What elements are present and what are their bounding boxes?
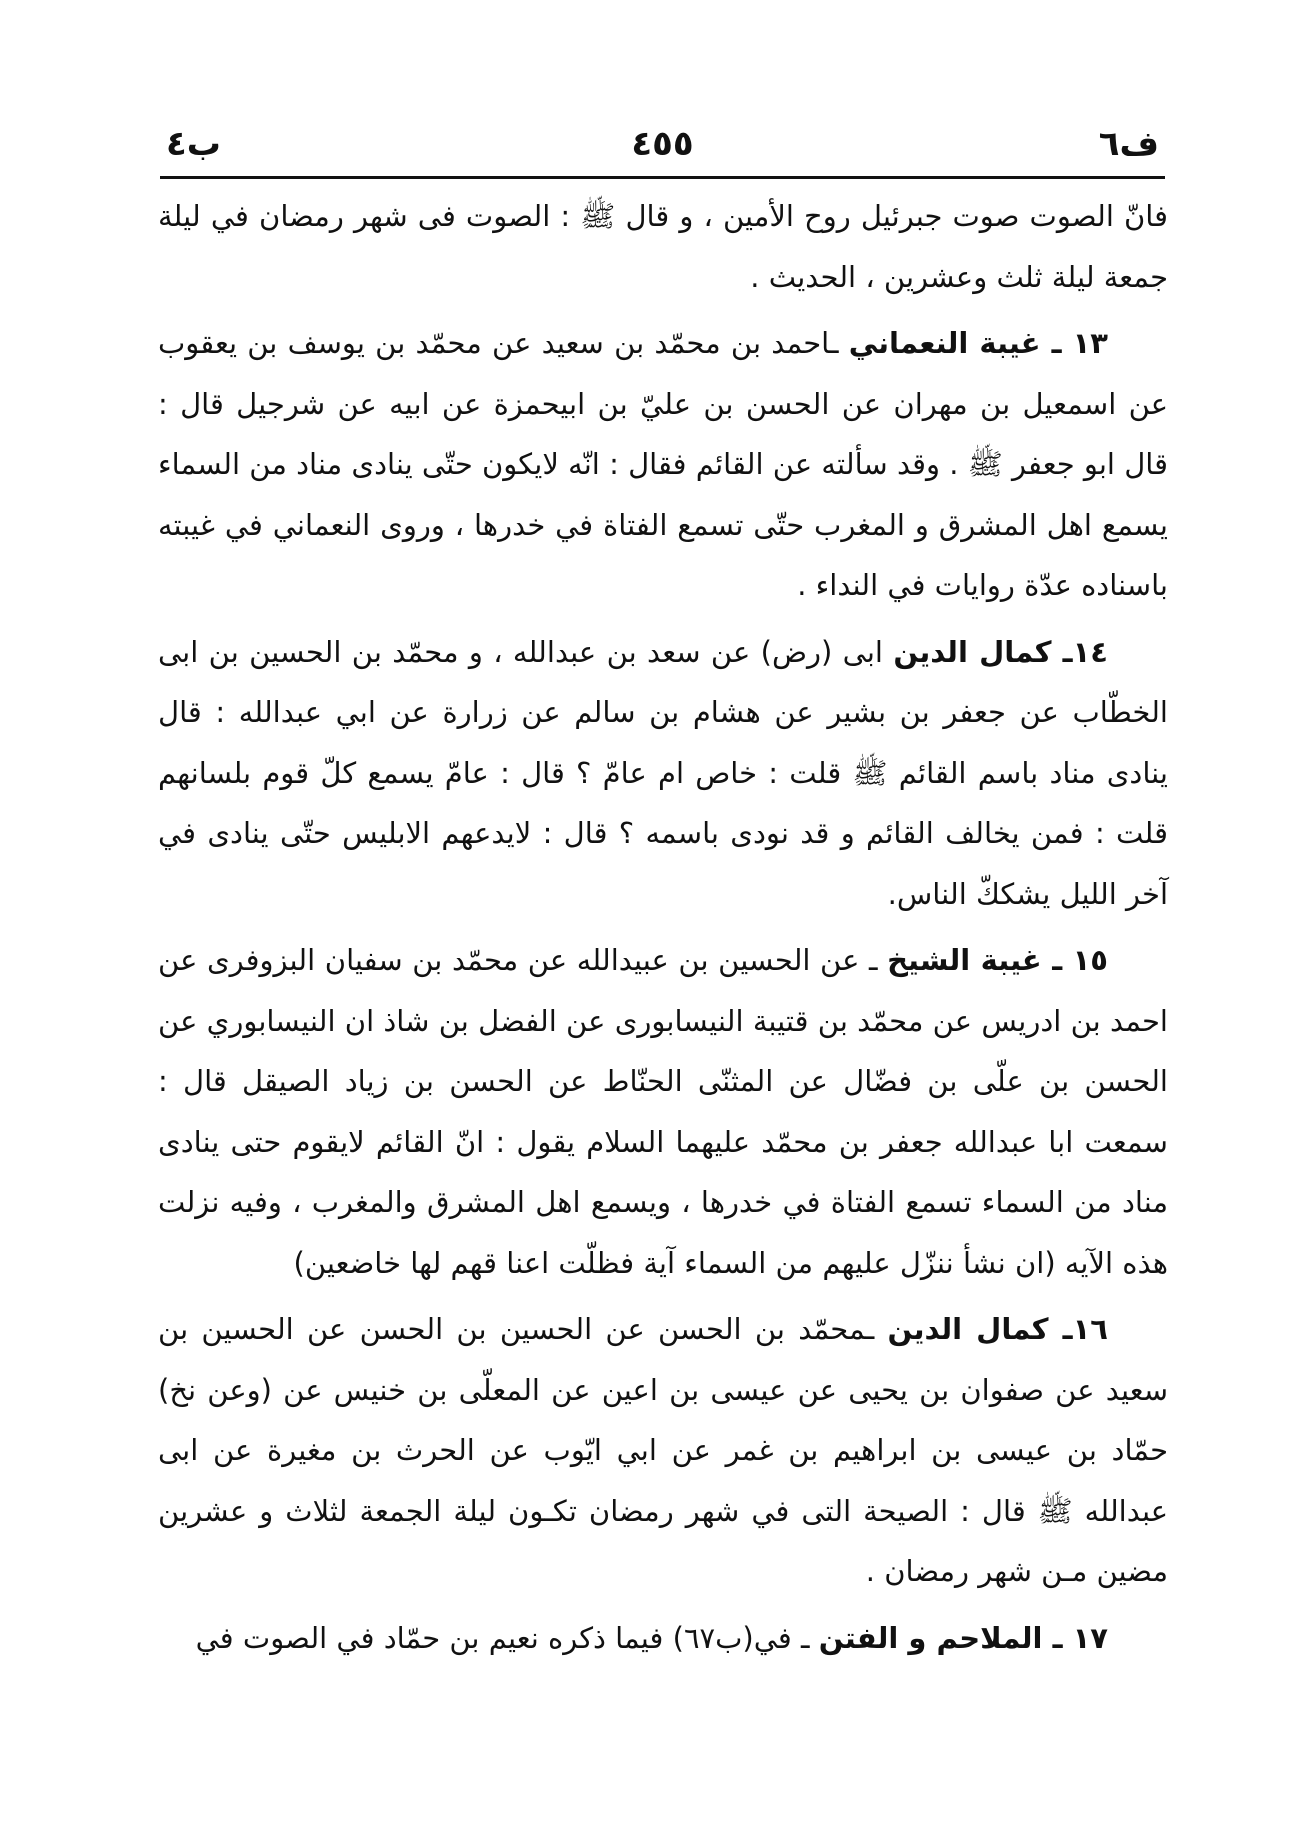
paragraph-source: ١٤ـ كمال الدين: [893, 634, 1108, 669]
header-left-ref: ب٤: [166, 124, 221, 164]
page-body: [158, 186, 1168, 1674]
page-header: [160, 118, 1165, 176]
paragraph-text: ـ عن الحسين بن عبيدالله عن محمّد بن سفيان البزوفرى عن احمد بن ادريس عن محمّد بن قتيبة النيسابورى عن الفضل بن شاذ ان النيسابوري عن الحسن بن علّى بن فضّال عن المثنّى الحنّاط عن الحسن بن زياد الصيقل قال : سمعت ابا عبدالله جعفر بن محمّد عليهما السلام يقول : انّ القائم لايقوم حتى ينادى مناد من السماء تسمع الفتاة في خدرها ، ويسمع اهل المشرق والمغرب ، وفيه نزلت هذه الآيه (ان نشأ ننزّل عليهم من السماء آية فظلّت اعنا قهم لها خاضعين): [158, 943, 1168, 1280]
header-right-ref: ف٦: [1098, 124, 1159, 164]
paragraph-13: [158, 313, 1168, 616]
paragraph-16: [158, 1299, 1168, 1602]
page-number: ٤٥٥: [631, 124, 694, 164]
paragraph-15: [158, 930, 1168, 1293]
paragraph-17: [158, 1608, 1168, 1669]
paragraph-source: ١٧ ـ الملاحم و الفتن: [818, 1620, 1108, 1655]
paragraph-source: ١٦ـ كمال الدين: [887, 1312, 1108, 1346]
header-divider: [160, 176, 1165, 179]
paragraph-text: ـمحمّد بن الحسن عن الحسين بن الحسن عن الحسين بن سعيد عن صفوان بن يحيى عن عيسى بن اعين عن المعلّى بن خنيس عن (وعن نخ) حمّاد بن عيسى بن ابراهيم بن غمر عن ابي ايّوب عن الحرث بن مغيرة عن ابى عبدالله ﷺ قال : الصيحة التى في شهر رمضان تكـون ليلة الجمعة لثلاث و عشرين مضين مـن شهر رمضان .: [158, 1312, 1168, 1588]
paragraph-intro: [158, 186, 1168, 307]
paragraph-source: ١٣ ـ غيبة النعماني: [848, 326, 1109, 360]
paragraph-text: فانّ الصوت صوت جبرئيل روح الأمين ، و قال ﷺ : الصوت فى شهر رمضان في ليلة جمعة ليلة ثلث وعشرين ، الحديث .: [158, 199, 1168, 294]
paragraph-text: ـ في(ب٦٧) فيما ذكره نعيم بن حمّاد في الصوت في: [195, 1620, 819, 1655]
paragraph-text: ابى (رض) عن سعد بن عبدالله ، و محمّد بن الحسين بن ابى الخطّاب عن جعفر بن بشير عن هشام بن سالم عن زرارة عن ابي عبدالله : قال ينادى مناد باسم القائم ﷺ قلت : خاص ام عامّ ؟ قال : عامّ يسمع كلّ قوم بلسانهم قلت : فمن يخالف القائم و قد نودى باسمه ؟ قال : لايدعهم الابليس حتّى ينادى في آخر الليل يشككّ الناس.: [158, 634, 1168, 911]
paragraph-source: ١٥ ـ غيبة الشيخ: [887, 943, 1109, 977]
paragraph-text: ـاحمد بن محمّد بن سعيد عن محمّد بن يوسف بن يعقوب عن اسمعيل بن مهران عن الحسن بن عليّ بن ابيحمزة عن ابيه عن شرجيل قال : قال ابو جعفر ﷺ . وقد سألته عن القائم فقال : انّه لايكون حتّى ينادى مناد من السماء يسمع اهل المشرق و المغرب حتّى تسمع الفتاة في خدرها ، وروى النعماني في غيبته باسناده عدّة روايات في النداء .: [158, 326, 1168, 602]
paragraph-14: [158, 622, 1168, 925]
